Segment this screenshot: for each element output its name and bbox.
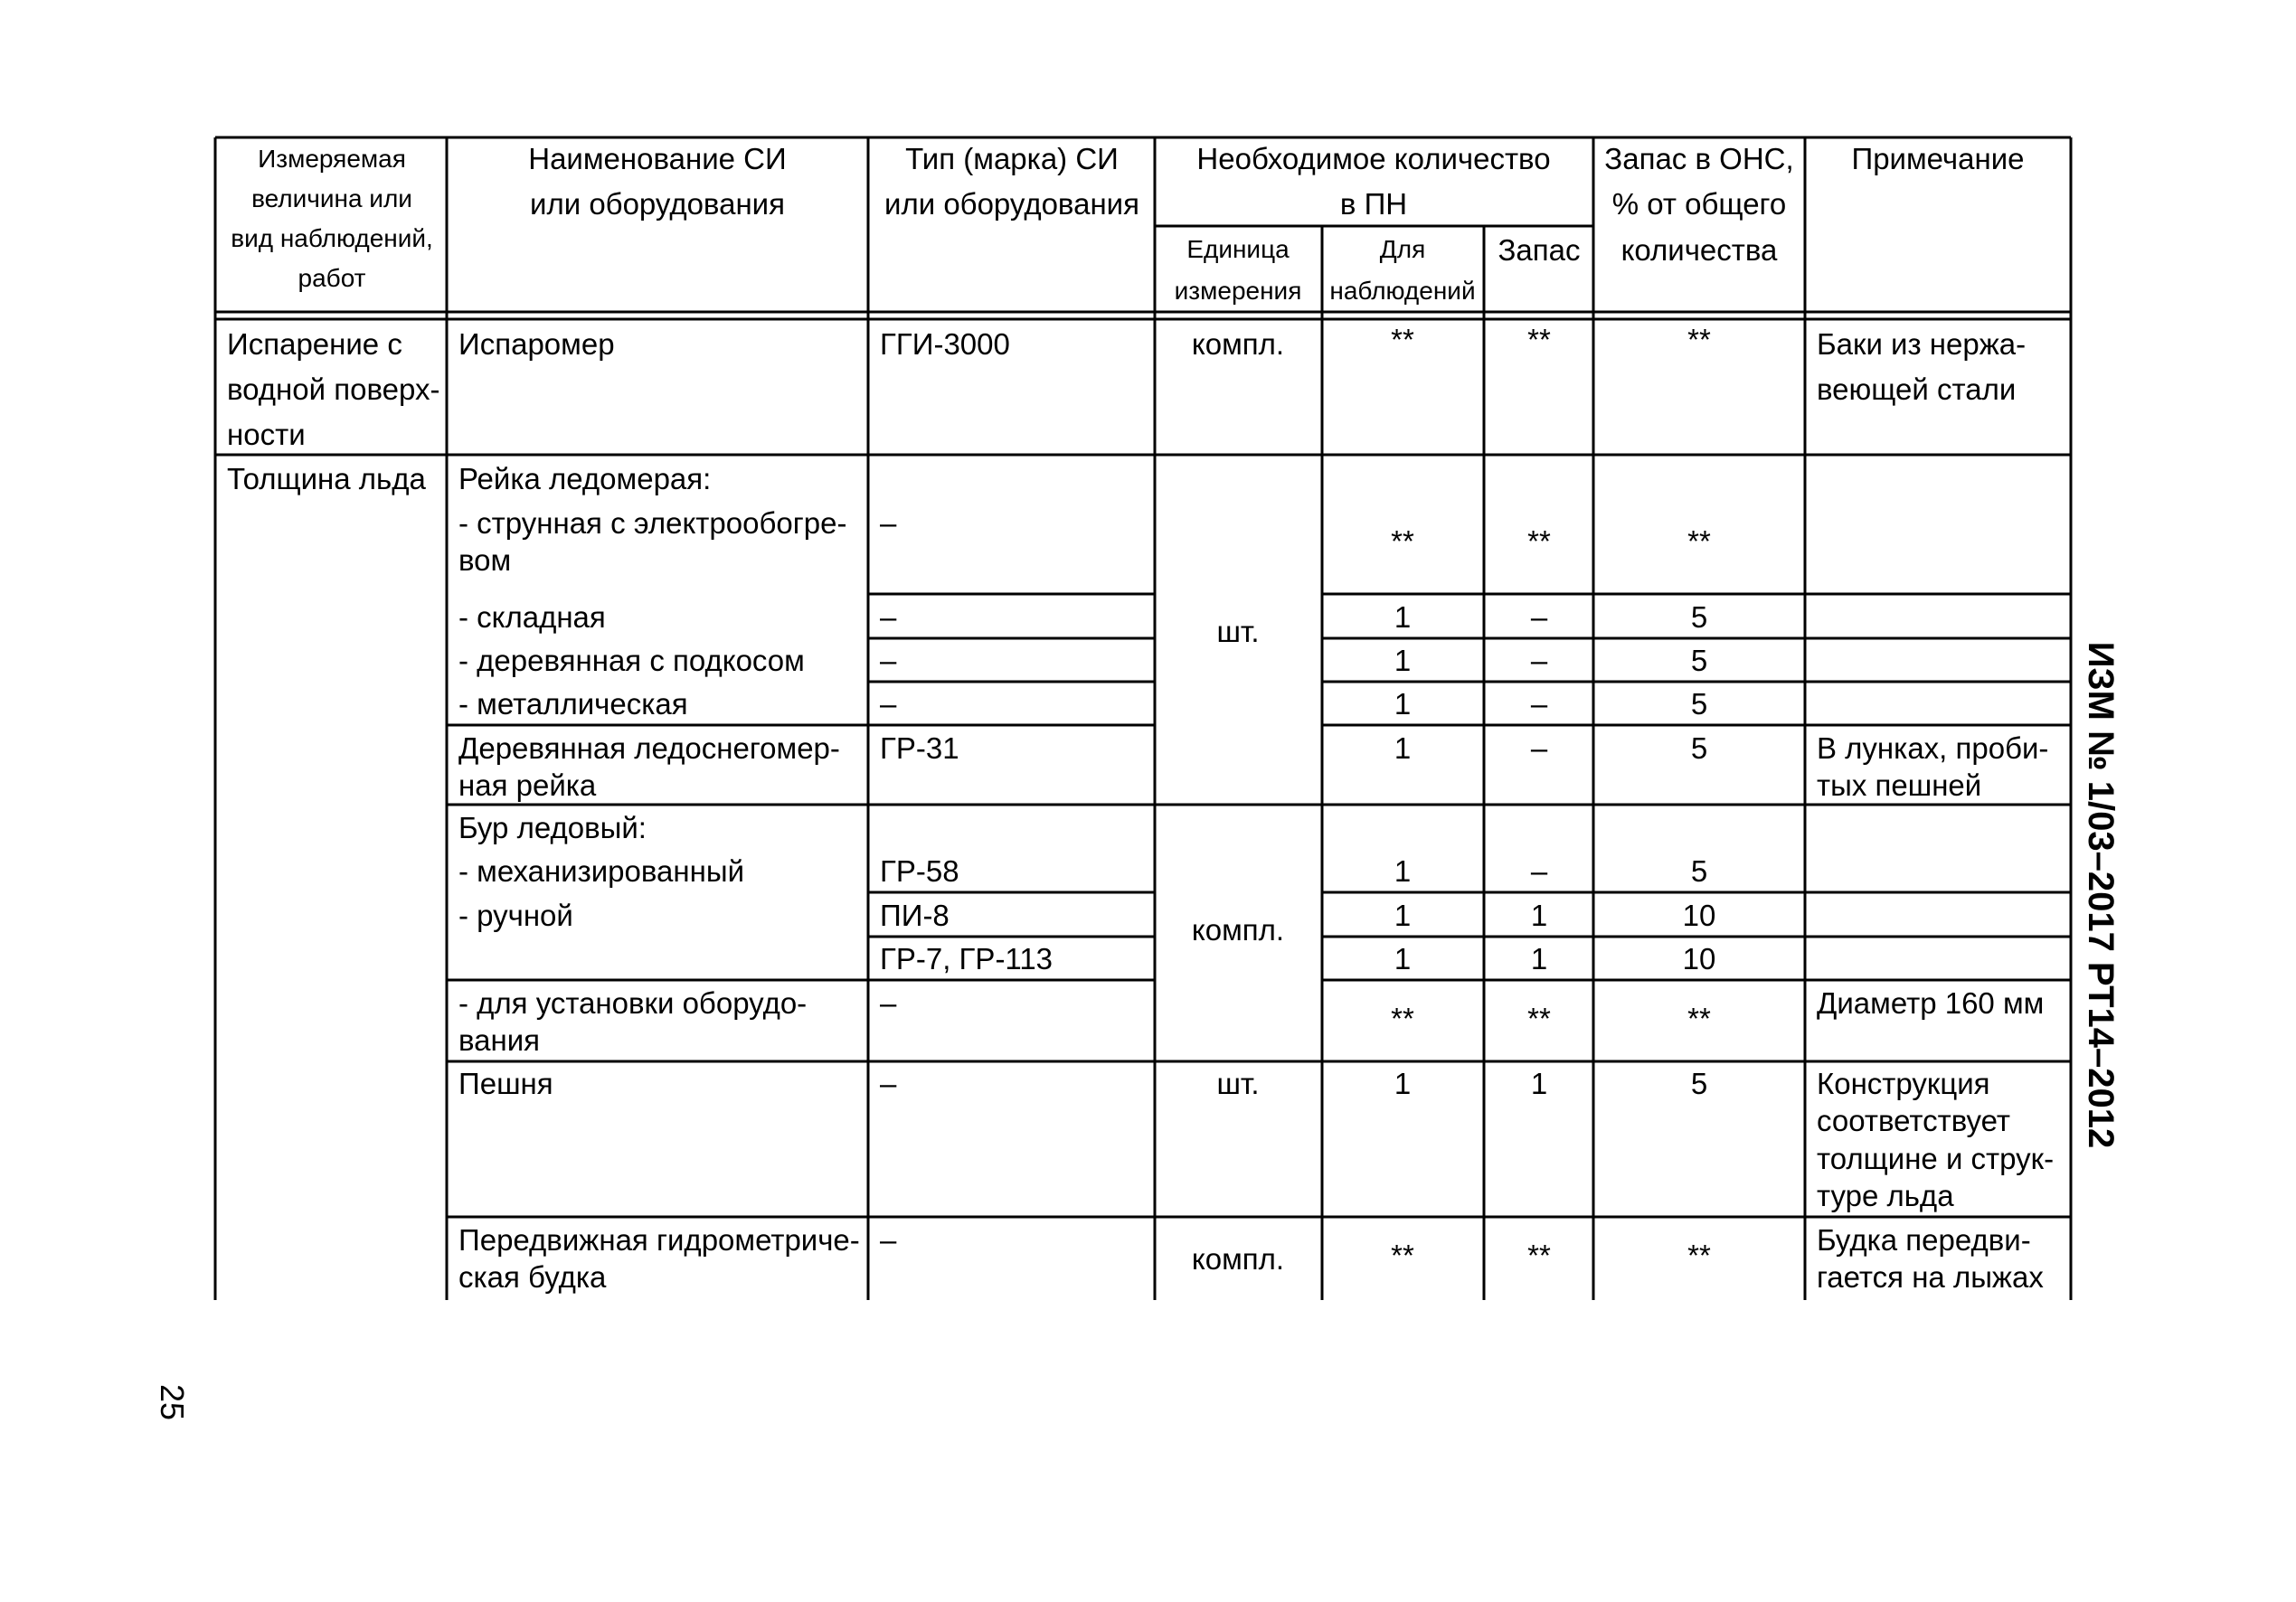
ons-cell: 10	[1682, 942, 1716, 975]
observations-cell: 1	[1394, 731, 1412, 765]
type-cell: ГГИ-3000	[880, 327, 1010, 361]
header-quantity-line3: вид наблюдений,	[231, 224, 433, 252]
drill-group-title: Бур ледовый:	[458, 811, 647, 844]
table-row-manual-drill-alt	[880, 942, 1715, 975]
observations-cell: 1	[1394, 899, 1412, 932]
reserve-cell: **	[1527, 524, 1551, 558]
reserve-cell: 1	[1530, 899, 1548, 932]
reserve-cell: **	[1527, 1239, 1551, 1272]
ons-cell: **	[1687, 323, 1711, 356]
reserve-cell: –	[1530, 731, 1548, 765]
table-row-metal-rail	[458, 687, 1707, 721]
unit-cell-rails: шт.	[1216, 615, 1260, 648]
ons-cell: 5	[1690, 854, 1708, 888]
reserve-cell: –	[1530, 854, 1548, 888]
note-cell-line2: соответствует	[1817, 1104, 2011, 1137]
header-quantity-line1: Измеряемая	[258, 145, 406, 173]
name-cell-line2: ная рейка	[458, 768, 597, 802]
header-quantity-line2: величина или	[251, 184, 412, 212]
header-unit-line1: Единица	[1186, 235, 1290, 263]
name-cell: - ручной	[458, 899, 573, 932]
quantity-cell-line2: водной поверх-	[227, 372, 440, 406]
name-cell-line2: вания	[458, 1023, 541, 1057]
type-cell: ГР-31	[880, 731, 959, 765]
note-cell-line4: туре льда	[1817, 1179, 1954, 1212]
note-cell-line1: Баки из нержа-	[1817, 327, 2027, 361]
observations-cell: **	[1391, 1239, 1414, 1272]
ons-cell: 5	[1690, 600, 1708, 634]
name-cell-line1: - для установки оборудо-	[458, 986, 808, 1020]
type-cell: –	[880, 1067, 897, 1100]
header-unit-line2: измерения	[1174, 277, 1302, 305]
ons-cell: 5	[1690, 687, 1708, 721]
header-reserve: Запас	[1498, 233, 1581, 267]
header-required-line2: в ПН	[1339, 187, 1408, 221]
header-type-line1: Тип (марка) СИ	[905, 142, 1119, 175]
note-cell-line1: Конструкция	[1817, 1067, 1990, 1100]
ons-cell: **	[1687, 1002, 1711, 1035]
table-row-folding-rail	[458, 600, 1707, 634]
name-cell-line1: Передвижная гидрометриче-	[458, 1223, 860, 1257]
ons-cell: 10	[1682, 899, 1716, 932]
header-observations-line2: наблюдений	[1329, 277, 1476, 305]
name-cell: - механизированный	[458, 854, 744, 888]
header-name-line1: Наименование СИ	[528, 142, 787, 175]
type-cell: –	[880, 986, 897, 1020]
quantity-cell-line1: Испарение с	[227, 327, 402, 361]
note-cell-line2: тых пешней	[1817, 768, 1982, 802]
type-cell: ГР-58	[880, 854, 959, 888]
header-note: Примечание	[1851, 142, 2025, 175]
ons-cell: 5	[1690, 1067, 1708, 1100]
unit-cell: шт.	[1216, 1067, 1260, 1100]
header-ons-line1: Запас в ОНС,	[1604, 142, 1794, 175]
table-row-ice-pick	[458, 1067, 2054, 1212]
observations-cell: **	[1391, 1002, 1414, 1035]
observations-cell: 1	[1394, 942, 1412, 975]
header-quantity-line4: работ	[298, 264, 366, 292]
ons-cell: 5	[1690, 644, 1708, 677]
name-cell-line1: Деревянная ледоснегомер-	[458, 731, 840, 765]
table-row-wooden-brace-rail	[458, 644, 1707, 677]
table-header	[231, 142, 2024, 305]
side-document-label: ИЗМ № 1/03–2017 РТ14–2012	[2081, 641, 2121, 1149]
header-required-line1: Необходимое количество	[1196, 142, 1551, 175]
table-row-mechanized-drill	[458, 854, 1707, 888]
type-cell: –	[880, 1223, 897, 1257]
ons-cell: **	[1687, 1239, 1711, 1272]
header-name-line2: или оборудования	[530, 187, 785, 221]
note-cell-line1: Будка передви-	[1817, 1223, 2031, 1257]
name-cell: - деревянная с подкосом	[458, 644, 805, 677]
ons-cell: **	[1687, 524, 1711, 558]
observations-cell: 1	[1394, 644, 1412, 677]
page-number: 25	[154, 1383, 191, 1421]
observations-cell: 1	[1394, 854, 1412, 888]
type-cell: –	[880, 644, 897, 677]
observations-cell: **	[1391, 524, 1414, 558]
unit-cell-drills: компл.	[1191, 913, 1285, 947]
observations-cell: 1	[1394, 687, 1412, 721]
type-cell: ПИ-8	[880, 899, 950, 932]
reserve-cell: **	[1527, 1002, 1551, 1035]
note-cell-line1: В лунках, проби-	[1817, 731, 2049, 765]
unit-cell: компл.	[1191, 327, 1285, 361]
type-cell: –	[880, 687, 897, 721]
observations-cell: 1	[1394, 1067, 1412, 1100]
reserve-cell: 1	[1530, 942, 1548, 975]
name-cell: - металлическая	[458, 687, 688, 721]
note-cell-line2: гается на лыжах	[1817, 1260, 2044, 1294]
reserve-cell: –	[1530, 687, 1548, 721]
note-cell: Диаметр 160 мм	[1817, 986, 2045, 1020]
reserve-cell: 1	[1530, 1067, 1548, 1100]
observations-cell: **	[1391, 323, 1414, 356]
reserve-cell: –	[1530, 644, 1548, 677]
quantity-cell-ice-thickness: Толщина льда	[227, 462, 426, 495]
type-cell: –	[880, 506, 897, 540]
unit-cell: компл.	[1191, 1242, 1285, 1276]
header-type-line2: или оборудования	[884, 187, 1139, 221]
rail-group-title: Рейка ледомерая:	[458, 462, 712, 495]
type-cell: ГР-7, ГР-113	[880, 942, 1054, 975]
ons-cell: 5	[1690, 731, 1708, 765]
observations-cell: 1	[1394, 600, 1412, 634]
table-row-snow-rail	[458, 731, 2048, 802]
note-cell-line2: веющей стали	[1817, 372, 2017, 406]
type-cell: –	[880, 600, 897, 634]
name-cell: - складная	[458, 600, 606, 634]
name-cell-line1: - струнная с электрообогре-	[458, 506, 847, 540]
name-cell-line2: вом	[458, 543, 512, 577]
name-cell: Пешня	[458, 1067, 553, 1100]
name-cell-line2: ская будка	[458, 1260, 607, 1294]
reserve-cell: –	[1530, 600, 1548, 634]
header-observations-line1: Для	[1379, 235, 1426, 263]
header-ons-line2: % от общего	[1611, 187, 1787, 221]
table-row-evaporation	[227, 323, 2026, 451]
table-row-string-rail	[458, 506, 1711, 577]
table-row-manual-drill	[458, 899, 1715, 932]
reserve-cell: **	[1527, 323, 1551, 356]
header-ons-line3: количества	[1620, 233, 1778, 267]
name-cell: Испаромер	[458, 327, 615, 361]
quantity-cell-line3: ности	[227, 418, 306, 451]
note-cell-line3: толщине и струк-	[1817, 1142, 2055, 1175]
